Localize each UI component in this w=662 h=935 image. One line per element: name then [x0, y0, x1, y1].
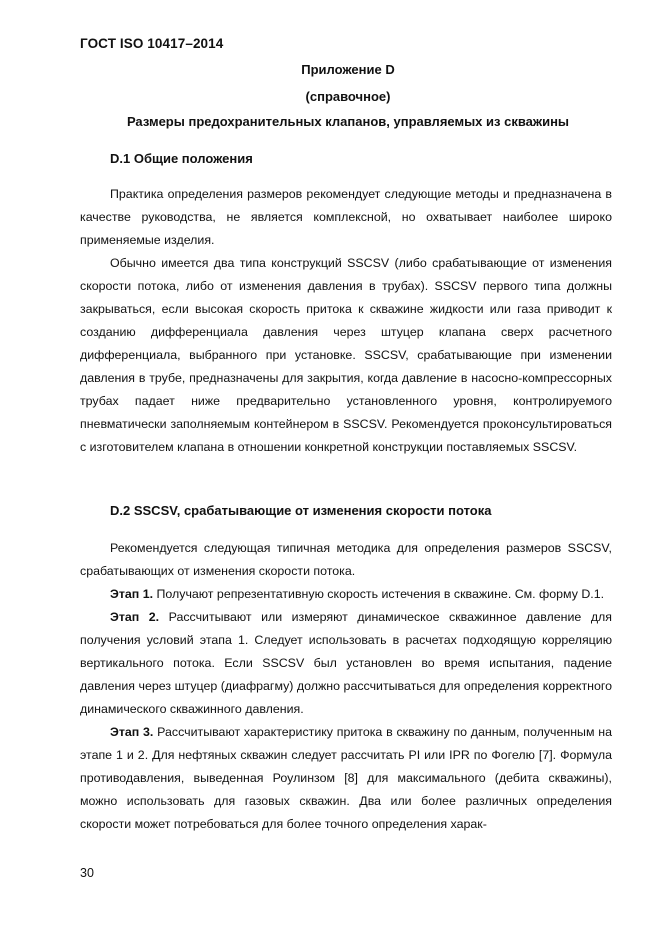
annex-title: Приложение D [301, 62, 395, 77]
step-label: Этап 3. [110, 725, 154, 739]
annex-type: (справочное) [305, 89, 391, 104]
paragraph: Практика определения размеров рекомендует следующие методы и предназначена в качестве руководства, не является комплексной, но охватывает наиболее широко применяемые изделия. [80, 187, 612, 247]
section-heading-d1: D.1 Общие положения [110, 151, 253, 166]
step-paragraph [80, 721, 612, 836]
section-heading-d2: D.2 SSCSV, срабатывающие от изменения скорости потока [110, 503, 492, 518]
step-label: Этап 1. [110, 587, 154, 601]
document-code: ГОСТ ISO 10417–2014 [80, 36, 224, 51]
section-d1-body [80, 183, 612, 459]
paragraph: Рекомендуется следующая типичная методика для определения размеров SSCSV, срабатывающих от изменения скорости потока. [80, 541, 612, 578]
paragraph: Обычно имеется два типа конструкций SSCSV (либо срабатывающие от изменения скорости потока, либо от изменения давления в трубах). SSCSV первого типа должны закрываться, если высокая скорость притока к скважине жидкости или газа приводит к созданию дифференциала давления через штуцер клапана сверх расчетного дифференциала, выбранного при установке. SSCSV, срабатывающие при изменении давления в трубе, предназначены для закрытия, когда давление в насосно-компрессорных трубах падает ниже предварительно установленного уровня, контролируемого пневматически заполняемым контейнером в SSCSV. Рекомендуется проконсультироваться с изготовителем клапана в отношении конкретной конструкции поставляемых SSCSV. [80, 256, 612, 454]
step-label: Этап 2. [110, 610, 160, 624]
step-text: Рассчитывают или измеряют динамическое скважинное давление для получения условий этапа 1. Следует использовать в расчетах подходящую корреляцию вертикального потока. Если SSCSV был установлен во время испытания, падение давления через штуцер (диафрагму) должно рассчитываться для определения корректного динамического скважинного давления. [80, 610, 612, 716]
step-paragraph [80, 583, 612, 606]
step-paragraph [80, 606, 612, 721]
step-text: Получают репрезентативную скорость истечения в скважине. См. форму D.1. [153, 587, 605, 601]
annex-heading: Размеры предохранительных клапанов, управляемых из скважины [126, 114, 570, 129]
page-number: 30 [80, 866, 94, 880]
section-d2-body [80, 537, 612, 836]
step-text: Рассчитывают характеристику притока в скважину по данным, полученным на этапе 1 и 2. Для нефтяных скважин следует рассчитать PI или IPR по Фогелю [7]. Формула противодавления, выведенная Роулинзом [8] для максимального (дебита скважины), можно использовать для газовых скважин. Два или более различных определения скорости может потребоваться для более точного определения харак- [80, 725, 612, 831]
